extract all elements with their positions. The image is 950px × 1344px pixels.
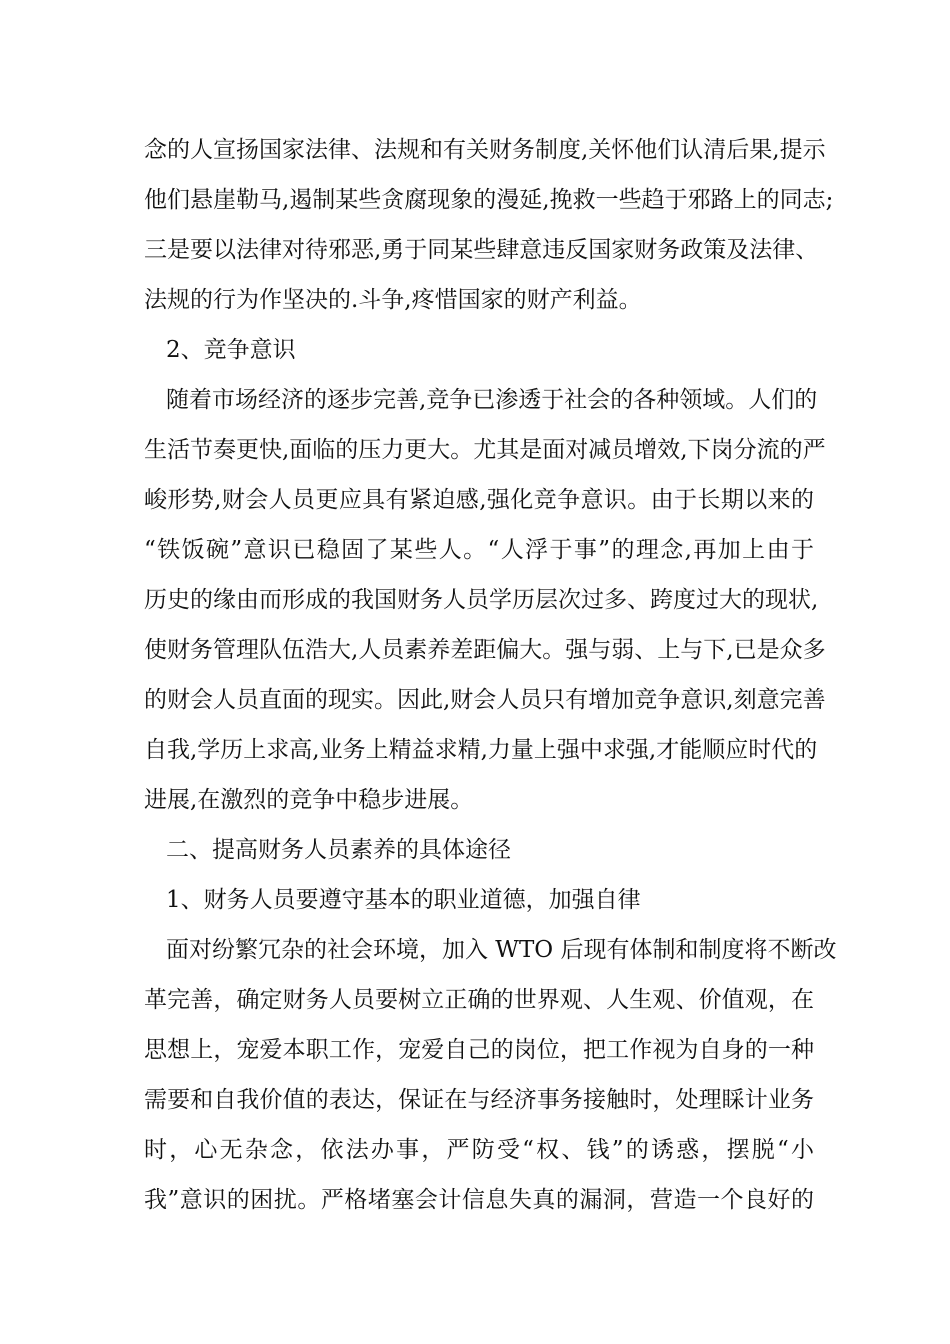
paragraph-line: 法规的行为作坚决的.斗争,疼惜国家的财产利益。 bbox=[144, 287, 642, 313]
section-heading-competition: 2、竞争意识 bbox=[166, 337, 296, 363]
paragraph-line: 使财务管理队伍浩大,人员素养差距偏大。强与弱、上与下,已是众多 bbox=[144, 637, 826, 663]
paragraph-line: 时，心无杂念，依法办事，严防受“权、钱”的诱惑，摆脱“小 bbox=[144, 1137, 814, 1163]
paragraph-line: 自我,学历上求高,业务上精益求精,力量上强中求强,才能顺应时代的 bbox=[144, 737, 818, 763]
paragraph-line: 革完善，确定财务人员要树立正确的世界观、人生观、价值观，在 bbox=[144, 987, 814, 1013]
paragraph-line: 进展,在激烈的竞争中稳步进展。 bbox=[144, 787, 474, 813]
paragraph-line: 峻形势,财会人员更应具有紧迫感,强化竞争意识。由于长期以来的 bbox=[144, 487, 814, 513]
paragraph-line: 生活节奏更快,面临的压力更大。尤其是面对减员增效,下岗分流的严 bbox=[144, 437, 826, 463]
paragraph-line: 需要和自我价值的表达，保证在与经济事务接触时，处理睬计业务 bbox=[144, 1087, 814, 1113]
paragraph-line: 的财会人员直面的现实。因此,财会人员只有增加竞争意识,刻意完善 bbox=[144, 687, 826, 713]
paragraph-line: 三是要以法律对待邪恶,勇于同某些肆意违反国家财务政策及法律、 bbox=[144, 237, 819, 263]
paragraph-line: 念的人宣扬国家法律、法规和有关财务制度,关怀他们认清后果,提示 bbox=[144, 137, 826, 163]
paragraph-line: “铁饭碗”意识已稳固了某些人。“人浮于事”的理念,再加上由于 bbox=[144, 537, 814, 563]
paragraph-line: 面对纷繁冗杂的社会环境，加入 WTO 后现有体制和制度将不断改 bbox=[166, 937, 837, 963]
subsection-heading-ethics: 1、财务人员要遵守基本的职业道德，加强自律 bbox=[166, 887, 641, 913]
paragraph-line: 历史的缘由而形成的我国财务人员学历层次过多、跨度过大的现状, bbox=[144, 587, 819, 613]
paragraph-line: 思想上，宠爱本职工作，宠爱自己的岗位，把工作视为自身的一种 bbox=[144, 1037, 814, 1063]
section-heading-approaches: 二、提高财务人员素养的具体途径 bbox=[166, 837, 511, 863]
paragraph-line: 我”意识的困扰。严格堵塞会计信息失真的漏洞，营造一个良好的 bbox=[144, 1187, 814, 1213]
paragraph-line: 他们悬崖勒马,遏制某些贪腐现象的漫延,挽救一些趋于邪路上的同志; bbox=[144, 187, 834, 213]
paragraph-line: 随着市场经济的逐步完善,竞争已渗透于社会的各种领域。人们的 bbox=[166, 387, 818, 413]
body-text bbox=[144, 125, 837, 1225]
